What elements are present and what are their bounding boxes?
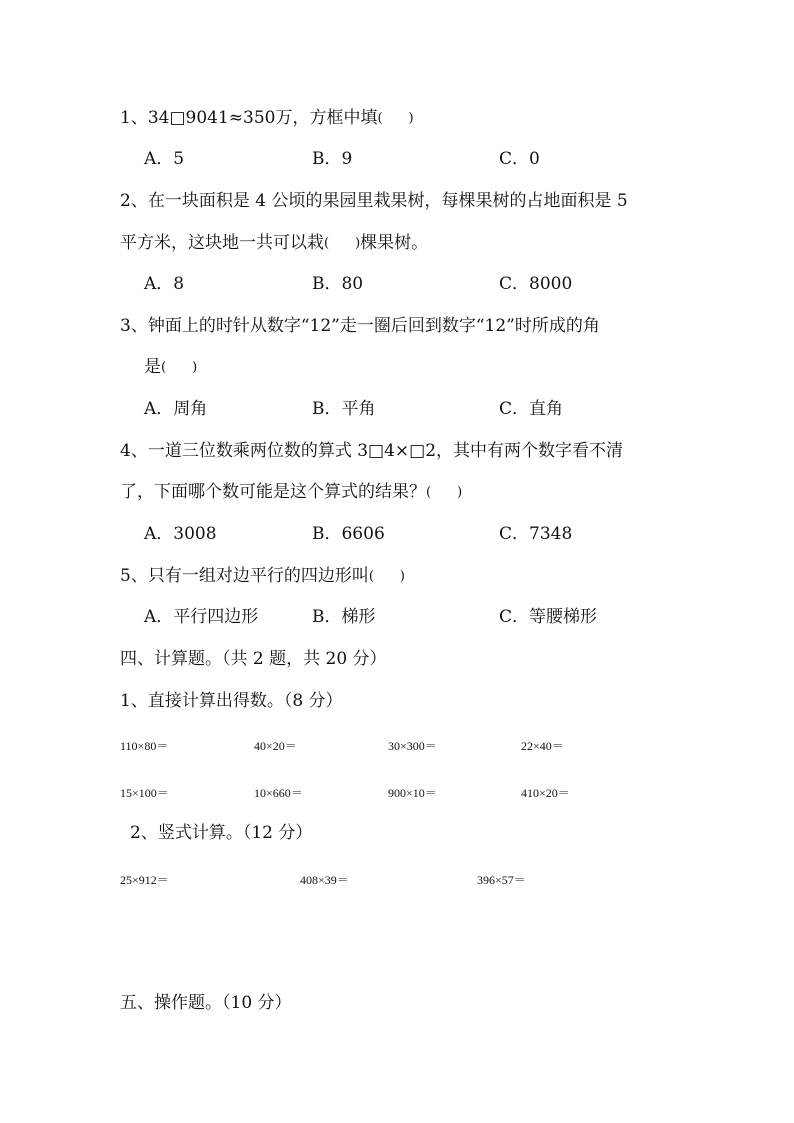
sub-question-2-title: 2、竖式计算。（12 分） bbox=[130, 823, 313, 843]
option-c[interactable]: C．8000 bbox=[499, 274, 573, 294]
option-c[interactable]: C．直角 bbox=[499, 399, 564, 419]
question-4-line-1: 4、一道三位数乘两位数的算式 3□4×□2，其中有两个数字看不清 bbox=[120, 441, 624, 461]
problem[interactable]: 396×57＝ bbox=[477, 873, 526, 887]
option-a[interactable]: A．周角 bbox=[144, 399, 208, 419]
option-c[interactable]: C．等腰梯形 bbox=[499, 607, 598, 627]
question-5-text: 5、只有一组对边平行的四边形叫 bbox=[120, 566, 369, 586]
option-b[interactable]: B．80 bbox=[312, 274, 364, 294]
option-a[interactable]: A．8 bbox=[144, 274, 185, 294]
question-3-line-2 bbox=[144, 356, 197, 379]
option-b[interactable]: B．6606 bbox=[312, 524, 385, 544]
question-3-line-1: 3、钟面上的时针从数字“12”走一圈后回到数字“12”时所成的角 bbox=[120, 316, 600, 336]
problem[interactable]: 410×20＝ bbox=[521, 786, 570, 800]
option-a[interactable]: A．5 bbox=[144, 149, 185, 169]
section-4-title: 四、计算题。（共 2 题，共 20 分） bbox=[120, 649, 387, 669]
option-a[interactable]: A．平行四边形 bbox=[144, 607, 259, 627]
answer-blank[interactable]: ( ) bbox=[324, 236, 361, 251]
option-b[interactable]: B．9 bbox=[312, 149, 353, 169]
problem[interactable]: 10×660＝ bbox=[254, 786, 303, 800]
option-c[interactable]: C．7348 bbox=[499, 524, 573, 544]
question-4-line-2 bbox=[120, 481, 462, 504]
question-1-text: 1、34□9041≈350万，方框中填 bbox=[120, 108, 378, 128]
question-3-text: 是 bbox=[144, 357, 161, 377]
sub-question-1-title: 1、直接计算出得数。（8 分） bbox=[120, 691, 343, 711]
answer-blank[interactable]: ( ) bbox=[377, 111, 414, 126]
option-b[interactable]: B．梯形 bbox=[312, 607, 376, 627]
answer-blank[interactable]: ( ) bbox=[426, 485, 463, 500]
problem[interactable]: 15×100＝ bbox=[120, 786, 169, 800]
problem[interactable]: 110×80＝ bbox=[120, 739, 169, 753]
question-2-text: 平方米，这块地一共可以栽 bbox=[120, 233, 324, 253]
problem[interactable]: 22×40＝ bbox=[521, 739, 564, 753]
problem[interactable]: 40×20＝ bbox=[254, 739, 297, 753]
question-5 bbox=[120, 565, 405, 588]
option-c[interactable]: C．0 bbox=[499, 149, 540, 169]
option-b[interactable]: B．平角 bbox=[312, 399, 376, 419]
question-4-text: 了，下面哪个数可能是这个算式的结果？ bbox=[120, 482, 426, 502]
question-1 bbox=[120, 107, 414, 130]
problem[interactable]: 408×39＝ bbox=[300, 873, 349, 887]
question-2-tail: 棵果树。 bbox=[360, 233, 429, 253]
answer-blank[interactable]: ( ) bbox=[161, 360, 198, 375]
question-2-line-1: 2、在一块面积是 4 公顷的果园里栽果树，每棵果树的占地面积是 5 bbox=[120, 191, 628, 211]
answer-blank[interactable]: ( ) bbox=[368, 569, 405, 584]
section-5-title: 五、操作题。（10 分） bbox=[120, 993, 292, 1013]
problem[interactable]: 25×912＝ bbox=[120, 873, 169, 887]
option-a[interactable]: A．3008 bbox=[144, 524, 217, 544]
problem[interactable]: 900×10＝ bbox=[388, 786, 437, 800]
problem[interactable]: 30×300＝ bbox=[388, 739, 437, 753]
question-2-line-2 bbox=[120, 232, 428, 255]
